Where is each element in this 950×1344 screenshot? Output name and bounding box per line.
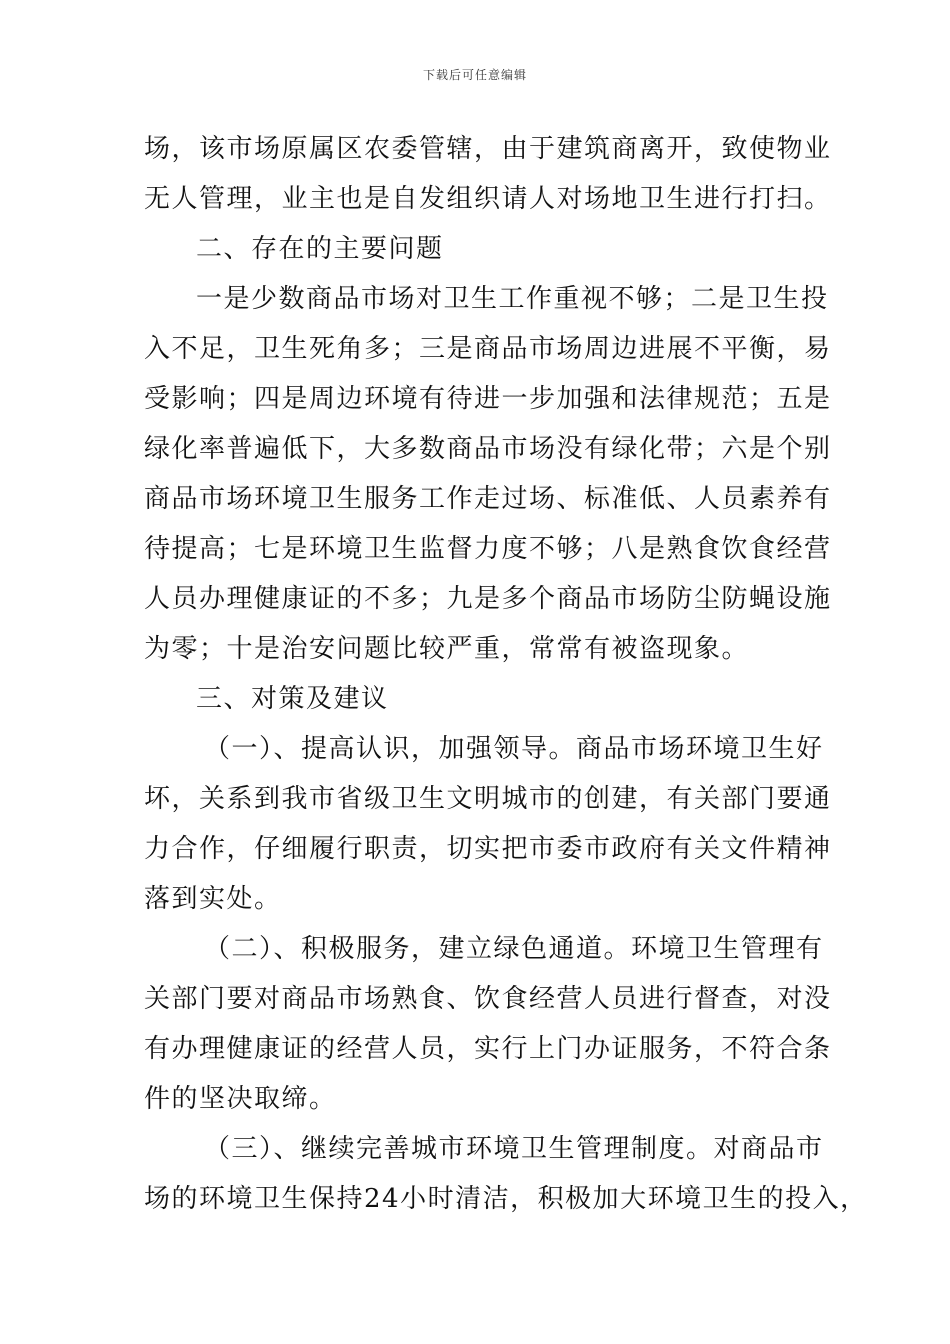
- document-body: [144, 124, 868, 1224]
- section-heading: 三、对策及建议: [196, 684, 389, 714]
- text-line: 一是少数商品市场对卫生工作重视不够；二是卫生投: [196, 284, 829, 314]
- text-line: （一）、提高认识，加强领导。商品市场环境卫生好: [204, 734, 824, 764]
- section-heading: 二、存在的主要问题: [196, 234, 444, 264]
- text-line: （三）、继续完善城市环境卫生管理制度。对商品市: [204, 1134, 824, 1164]
- text-line: 绿化率普遍低下，大多数商品市场没有绿化带；六是个别: [144, 434, 832, 464]
- text-line: 关部门要对商品市场熟食、饮食经营人员进行督查，对没: [144, 984, 832, 1014]
- text-line: 场，该市场原属区农委管辖，由于建筑商离开，致使物业: [144, 134, 832, 164]
- text-line: 力合作，仔细履行职责，切实把市委市政府有关文件精神: [144, 834, 832, 864]
- text-line: 商品市场环境卫生服务工作走过场、标准低、人员素养有: [144, 484, 832, 514]
- text-line: 落到实处。: [144, 884, 282, 914]
- text-line: 受影响；四是周边环境有待进一步加强和法律规范；五是: [144, 384, 832, 414]
- text-line: 件的坚决取缔。: [144, 1084, 337, 1114]
- text-line: 无人管理，业主也是自发组织请人对场地卫生进行打扫。: [144, 184, 832, 214]
- text-line: 为零；十是治安问题比较严重，常常有被盗现象。: [144, 634, 750, 664]
- page-header-note: 下载后可任意编辑: [422, 68, 527, 82]
- text-line: 人员办理健康证的不多；九是多个商品市场防尘防蝇设施: [144, 584, 832, 614]
- text-line: 有办理健康证的经营人员，实行上门办证服务，不符合条: [144, 1034, 832, 1064]
- text-line: 坏，关系到我市省级卫生文明城市的创建，有关部门要通: [144, 784, 832, 814]
- text-line: 待提高；七是环境卫生监督力度不够；八是熟食饮食经营: [144, 534, 832, 564]
- text-line: （二）、积极服务，建立绿色通道。环境卫生管理有: [204, 934, 824, 964]
- text-line: 场的环境卫生保持24小时清洁，积极加大环境卫生的投入，: [144, 1184, 868, 1214]
- text-line: 入不足，卫生死角多；三是商品市场周边进展不平衡，易: [144, 334, 832, 364]
